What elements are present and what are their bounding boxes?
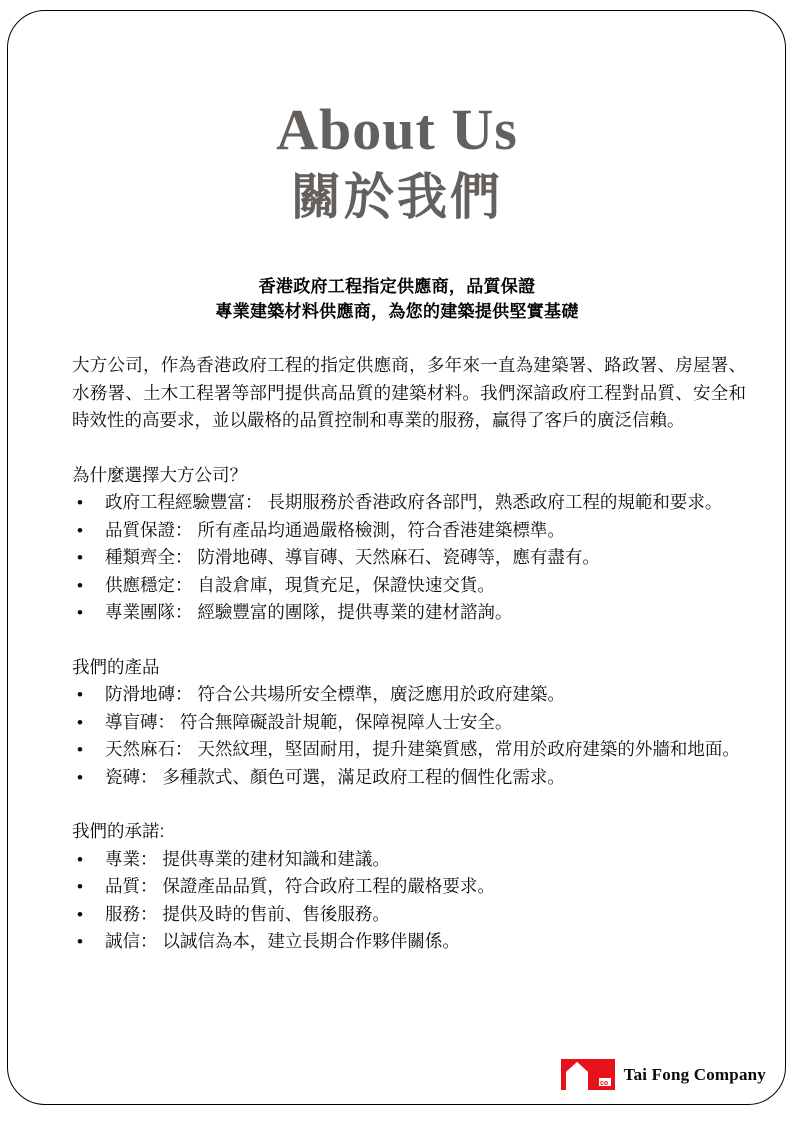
section-spacer: [72, 435, 746, 462]
list-item: • 品質： 保證產品品質，符合政府工程的嚴格要求。: [72, 873, 746, 901]
list-item: • 天然麻石： 天然紋理，堅固耐用，提升建築質感，常用於政府建築的外牆和地面。: [72, 736, 746, 764]
company-name-label: Tai Fong Company: [623, 1064, 766, 1084]
page-title-english: About Us: [276, 97, 518, 162]
list-item: • 供應穩定： 自設倉庫，現貨充足，保證快速交貨。: [72, 572, 746, 600]
commitments-list: [72, 846, 746, 956]
tagline-line-1: 香港政府工程指定供應商，品質保證: [258, 277, 536, 296]
list-item: • 防滑地磚： 符合公共場所安全標準，廣泛應用於政府建築。: [72, 681, 746, 709]
list-item: • 誠信： 以誠信為本，建立長期合作夥伴關係。: [72, 928, 746, 956]
tai-fong-logo-icon: [561, 1059, 615, 1090]
document-body: [0, 352, 794, 956]
why-choose-heading: 為什麼選擇大方公司？: [72, 464, 247, 485]
section-spacer: [72, 627, 746, 654]
why-choose-list: [72, 489, 746, 627]
section-spacer: [72, 791, 746, 818]
commitments-heading: 我們的承諾:: [72, 821, 165, 841]
list-item: • 服務： 提供及時的售前、售後服務。: [72, 901, 746, 929]
footer-logo-block: [561, 1059, 766, 1090]
tagline-line-2: 專業建築材料供應商，為您的建築提供堅實基礎: [215, 302, 579, 321]
list-item: • 品質保證： 所有產品均通過嚴格檢測，符合香港建築標準。: [72, 517, 746, 545]
tagline-block: [0, 274, 794, 324]
list-item: • 政府工程經驗豐富： 長期服務於香港政府各部門，熟悉政府工程的規範和要求。: [72, 489, 746, 517]
list-item: • 瓷磚： 多種款式、顏色可選，滿足政府工程的個性化需求。: [72, 764, 746, 792]
list-item: • 種類齊全： 防滑地磚、導盲磚、天然麻石、瓷磚等，應有盡有。: [72, 544, 746, 572]
page-title-chinese: 關於我們: [291, 169, 503, 225]
list-item: • 導盲磚： 符合無障礙設計規範，保障視障人士安全。: [72, 709, 746, 737]
products-heading: 我們的產品: [72, 656, 160, 677]
list-item: • 專業： 提供專業的建材知識和建議。: [72, 846, 746, 874]
page-title-block: [0, 0, 794, 227]
list-item: • 專業團隊： 經驗豐富的團隊，提供專業的建材諮詢。: [72, 599, 746, 627]
svg-text:co: co: [599, 1080, 608, 1087]
products-list: [72, 681, 746, 791]
intro-paragraph: 大方公司，作為香港政府工程的指定供應商，多年來一直為建築署、路政署、房屋署、水務署、土木工程署等部門提供高品質的建築材料。我們深諳政府工程對品質、安全和時效性的高要求，並以嚴格的品質控制和專業的服務，贏得了客戶的廣泛信賴。: [72, 355, 746, 430]
